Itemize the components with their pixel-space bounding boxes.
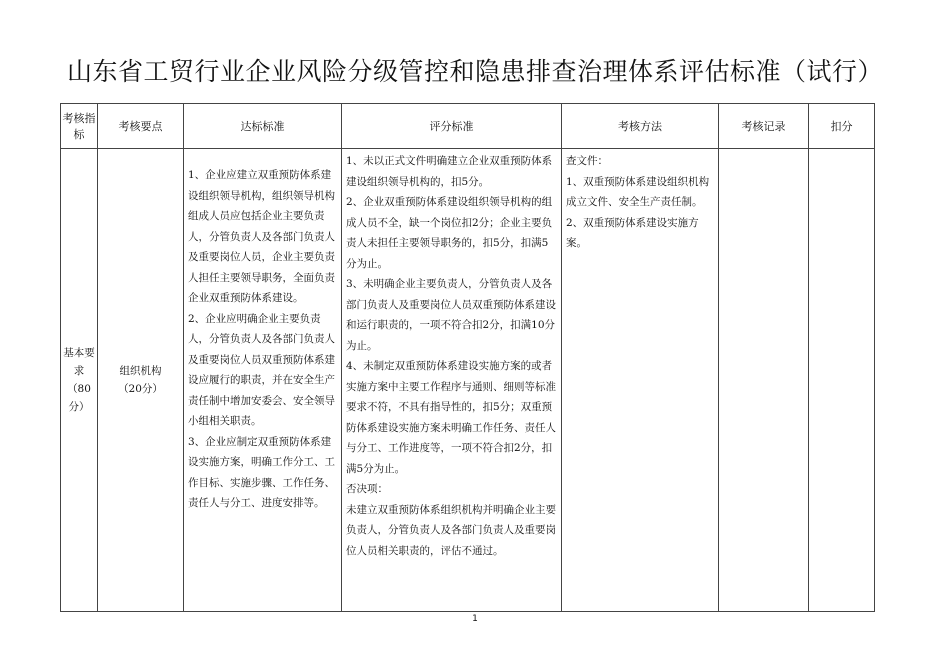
document-title: 山东省工贸行业企业风险分级管控和隐患排查治理体系评估标准（试行） — [66, 57, 883, 86]
scoring-item: 4、未制定双重预防体系建设实施方案的或者实施方案中主要工作程序与通则、细则等标准要求不符，不具有指导性的，扣5分；双重预防体系建设实施方案未明确工作任务、责任人与分工、工作进度等，一项不符合扣2分，扣满5分为止。 — [346, 360, 556, 475]
method-item: 1、双重预防体系建设组织机构成立文件、安全生产责任制。 — [566, 175, 710, 208]
scoring-item: 1、未以正式文件明确建立企业双重预防体系建设组织领导机构的，扣5分。 — [346, 155, 553, 188]
scoring-item: 2、企业双重预防体系建设组织领导机构的组成人员不全，缺一个岗位扣2分；企业主要负责人未担任主要领导职务的，扣5分，扣满5分为止。 — [346, 196, 553, 270]
standard-item: 1、企业应建立双重预防体系建设组织领导机构，组织领导机构组成人员应包括企业主要负责人，分管负责人及各部门负责人及重要岗位人员，企业主要负责人担任主要领导职务，全面负责企业双重预防体系建设。 — [188, 169, 335, 304]
header-deduction: 扣分 — [809, 104, 875, 149]
method-item: 2、双重预防体系建设实施方案。 — [566, 216, 699, 249]
cell-deduction[interactable] — [809, 149, 875, 612]
standard-item: 3、企业应制定双重预防体系建设实施方案，明确工作分工、工作目标、实施步骤、工作任务、责任人与分工、进度安排等。 — [188, 435, 335, 509]
method-heading: 查文件： — [566, 155, 608, 167]
table-row — [61, 149, 875, 612]
cell-scoring — [342, 149, 562, 612]
header-scoring: 评分标准 — [342, 104, 562, 149]
cell-standard — [184, 149, 342, 612]
cell-record[interactable] — [719, 149, 809, 612]
assessment-table — [60, 103, 875, 612]
page-number: 1 — [472, 614, 478, 624]
veto-heading: 否决项： — [346, 483, 388, 495]
scoring-item: 3、未明确企业主要负责人，分管负责人及各部门负责人及重要岗位人员双重预防体系建设和运行职责的，一项不符合扣2分，扣满10分为止。 — [346, 278, 556, 352]
standard-item: 2、企业应明确企业主要负责人，分管负责人及各部门负责人及重要岗位人员双重预防体系建设应履行的职责，并在安全生产责任制中增加安委会、安全领导小组相关职责。 — [188, 312, 335, 427]
header-method: 考核方法 — [562, 104, 719, 149]
cell-indicator: 基本要求（80分） — [61, 149, 98, 612]
veto-item: 未建立双重预防体系组织机构并明确企业主要负责人，分管负责人及各部门负责人及重要岗位人员相关职责的，评估不通过。 — [346, 503, 556, 557]
table-header-row — [61, 104, 875, 149]
header-points: 考核要点 — [98, 104, 184, 149]
cell-point — [98, 149, 184, 612]
header-standard: 达标标准 — [184, 104, 342, 149]
cell-method — [562, 149, 719, 612]
point-score: （20分） — [118, 383, 163, 395]
header-indicator: 考核指标 — [61, 104, 98, 149]
point-name: 组织机构 — [119, 365, 162, 377]
header-record: 考核记录 — [719, 104, 809, 149]
